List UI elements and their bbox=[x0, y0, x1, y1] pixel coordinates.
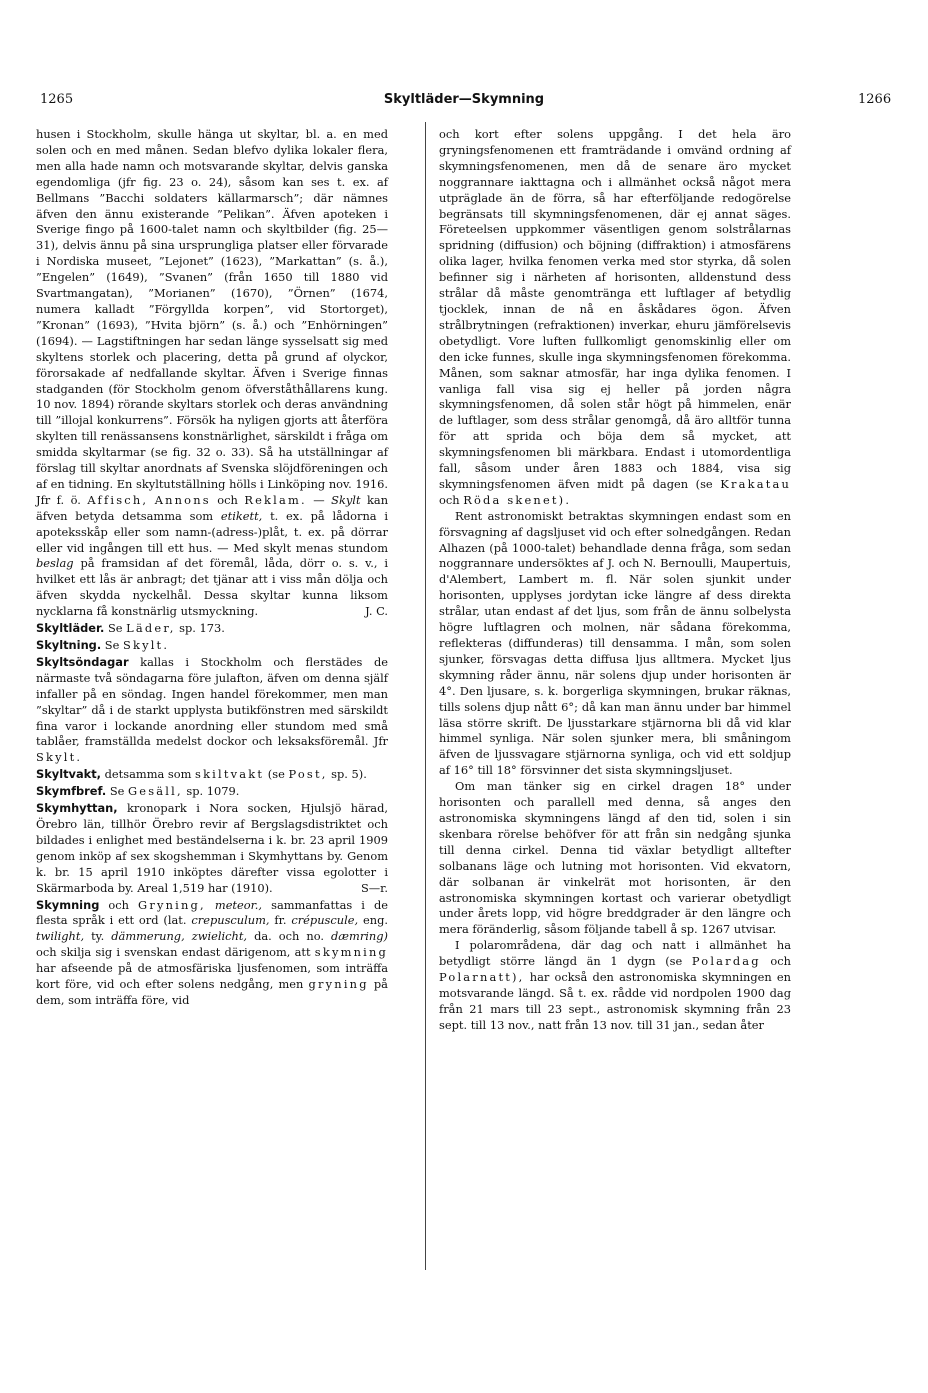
headword: Skyltläder. bbox=[36, 621, 105, 636]
column-divider bbox=[425, 122, 426, 1270]
cross-reference: Polardag bbox=[691, 954, 761, 969]
right-column bbox=[439, 127, 791, 1034]
entry-skyltvakt: Skyltvakt, detsamma som skiltvakt (se Post, sp. 5). bbox=[36, 767, 367, 782]
skylt-continuation: husen i Stockholm, skulle hänga ut skyltar, bl. a. en med solen och en med månen. Sedan blefvo dylika lokaler flera, men alla hade namn och motsvarande skyltar, delvis ganska egendomliga (jfr fig. 23 o. 24), såsom kan ses t. ex. af Bellmans ”Bacchi soldaters källarmarsch”; där nämnes äfven den ännu existerande ”Pelikan”. Äfven apoteken i Sverige fingo på 1600-talet namn och skyltbilder (fig. 25—31), delvis ännu på sina ursprungliga platser eller förvarade i Nordiska museet, ”Lejonet” (1623), ”Markattan” (s. å.), ”Engelen” (1649), ”Svanen” (från 1650 till 1880 vid Svartmangatan), ”Morianen” (1670), ”Örnen” (1674, numera kalladt ”Förgyllda korpen”, vid Stortorget), ”Kronan” (1693), ”Hvita björn” (s. å.) och ”Enhörningen” (1694). — Lagstiftningen har sedan länge sysselsatt sig med skyltens storlek och placering, detta på grund af olyckor, förorsakade af nedfallande skyltar. Äfven i Sverige finnas stadganden (för Stockholm genom öfverståthållarens kung. 10 nov. 1894) rörande skyltars storlek och deras användning till ”illojal konkurrens”. Försök ha nyligen gjorts att återföra skylten till renässansens konstnärlighet, särskildt i fråga om smidda skyltarmar (se fig. 32 o. 33). Så ha utställningar af förslag till skyltar anordnats af Svenska slöjdföreningen och af en tidning. En skyltutställning hölls i Linköping nov. 1916. Jfr f. ö. Affisch, Annons och Reklam. — Skylt kan äfven betyda detsamma som etikett, t. ex. på lådorna i apoteksskåp eller som namn-(adress-)plåt, t. ex. på dörrar eller vid ingången till ett hus. — Med skylt menas stundom beslag på framsidan af det föremål, låda, dörr o. s. v., i hvilket ett lås är anbragt; det tjänar att i viss mån dölja och äfven skydda nyckelhål. Dessa skyltar kunna liksom nycklarna få konstnärlig utsmyckning. J. C. bbox=[36, 127, 389, 619]
cross-reference: Gryning, bbox=[138, 897, 206, 912]
author-signature: J. C. bbox=[365, 604, 388, 619]
cross-reference: Annons bbox=[154, 492, 211, 507]
headword: Skyltvakt, bbox=[36, 767, 102, 782]
cross-reference: Polarnatt), bbox=[439, 970, 525, 985]
skymning-continuation: och kort efter solens uppgång. I det hela äro gryningsfenomenen ett framträdande i omvänd ordning af skymningsfenomenen, men då de senare äro mycket noggrannare iakttagna och i allmänhet också något mera utpräglade än de förra, så har efterföljande redogörelse begränsats till skymningsfenomenen, där ej annat säges. Företeelsen uppkommer väsentligen genom solstrålarnas spridning (diffusion) och böjning (diffraktion) i atmosfärens olika lager, hvilka fenomen verka med stor styrka, då solen befinner sig i närheten af horisonten, alldenstund dess strålar då måste genomtränga ett luftlager af betydlig tjocklek, innan de nå en åskådares ögon. Äfven strålbrytningen (refraktionen) inverkar, ehuru jämförelsevis obetydligt. Vore luften fullkomligt genomskinlig eller om den icke funnes, skulle inga skymningsfenomen förekomma. Månen, som saknar atmosfär, har inga dylika fenomen. I vanliga fall visa sig ej heller på jorden några skymningsfenomen, då solen står högt på himmelen, enär de luftlager, som dess strålar genomgå, då äro alltför tunna för att sprida och böja dem så mycket, att skymningsfenomen bli märkbara. Endast i utomordentliga fall, såsom under åren 1883 och 1884, visa sig skymningsfenomen äfven midt på dagen (se Krakatau och Röda skenet). bbox=[439, 127, 792, 507]
paragraph: Om man tänker sig en cirkel dragen 18° under horisonten och parallell med denna, så anges den astronomiska skymningens längd af den tid, solen i sin skenbara rörelse behöfver för att från sin nedgång sjunka till denna cirkel. Denna tid växlar betydligt alltefter solbanans läge och lutning mot horisonten. Vid ekvatorn, där solbanan är vinkelrät mot horisonten, är den astronomiska skymningen kortast och varierar obetydligt under årets lopp, vid högre breddgrader är den längre och mera föränderlig, såsom följande tabell å sp. 1267 utvisar. bbox=[439, 779, 791, 937]
headword: Skymning bbox=[36, 897, 100, 912]
page-header bbox=[0, 92, 928, 114]
author-signature: S—r. bbox=[360, 880, 388, 895]
paragraph: Rent astronomiskt betraktas skymningen endast som en försvagning af dagsljuset vid och efter solnedgången. Redan Alhazen (på 1000-talet) behandlade denna fråga, som sedan noggrannare undersöktes af J. och N. Bernoulli, Maupertuis, d'Alembert, Lambert m. fl. När solen sjunkit under horisonten, upplyses jordytan icke längre af dess direkta strålar, utan endast af det ljus, som från de ännu solbelysta högre luftlagren och molnen, när sådana förekomma, reflekteras (diffunderas) till densamma. I mån, som solen sjunker, försvagas detta diffusa ljus alltmera. Mycket ljus skymning råder ännu, när solens djup under horisonten är 4°. Den ljusare, s. k. borgerliga skymningen, brukar räknas, tills solens djup nått 6°; då kan man ännu under bar himmel läsa större skrift. De ljusstarkare stjärnorna bli då vid klar himmel synliga. När solen sjunker mera, bli småningom äfven de ljussvagare stjärnorna synliga, och vid ett soldjup af 16° till 18° försvinner det sista skymningsljuset. bbox=[439, 508, 791, 778]
entry-skyltning: Skyltning. Se Skylt. bbox=[36, 638, 170, 652]
cross-reference: Skylt. bbox=[122, 638, 170, 652]
headword: Skymhyttan, bbox=[36, 801, 118, 816]
entry-skymning: Skymning och Gryning, meteor., sammanfattas i de flesta språk i ett ord (lat. crepusculum, fr. crépuscule, eng. twilight, ty. dämmerung, zwielicht, da. och no. dæmring) och skilja sig i svenskan endast därigenom, att skymning har afseende på de atmosfäriska ljusfenomen, som inträffa kort före, vid och efter solens nedgång, men gryning på dem, som inträffa före, vid bbox=[36, 897, 389, 1007]
page-number-left: 1265 bbox=[40, 92, 74, 107]
cross-reference: Läder, bbox=[126, 621, 176, 636]
paragraph: I polarområdena, där dag och natt i allmänhet ha betydligt större längd än 1 dygn (se Polardag och Polarnatt), har också den astronomiska skymningen en motsvarande längd. Så t. ex. rådde vid nordpolen 1900 dag från 21 mars till 23 sept., astronomisk skymning från 23 sept. till 13 nov., natt från 13 nov. till 31 jan., sedan åter bbox=[439, 938, 792, 1032]
headword: Skyltsöndagar bbox=[36, 654, 129, 669]
entry-skyltlader: Skyltläder. Se Läder, sp. 173. bbox=[36, 621, 225, 636]
cross-reference: Affisch, bbox=[87, 492, 149, 507]
cross-reference: Gesäll, bbox=[127, 784, 183, 799]
headword: Skyltning. bbox=[36, 638, 102, 652]
cross-reference: Krakatau bbox=[720, 476, 792, 491]
cross-reference: Röda skenet). bbox=[463, 492, 572, 507]
headword: Skymfbref. bbox=[36, 784, 107, 799]
cross-reference: skiltvakt bbox=[195, 767, 265, 782]
cross-reference: Reklam. bbox=[244, 492, 307, 507]
cross-reference: Post, bbox=[288, 767, 328, 782]
entry-skyltsondagar: Skyltsöndagar kallas i Stockholm och flerstädes de närmaste två söndagarna före julafton, äfven om denna själf infaller på en söndag. Ingen handel förekommer, men man ”skyltar” då i de starkt upplysta butikfönstren med särskildt fina varor i lockande anordning eller stundom med små tablåer, framställda medelst dockor och leksaksföremål. Jfr Skylt. bbox=[36, 654, 388, 765]
entry-skymhyttan: Skymhyttan, kronopark i Nora socken, Hjulsjö härad, Örebro län, tillhör Örebro revir af Bergslagsdistriktet och bildades i enlighet med beständelserna i k. br. 23 april 1909 genom inköp af sex skogshemman i Skymhyttans by. Genom k. br. 15 april 1910 inköptes därefter vissa egolotter i Skärmarboda by. Areal 1,519 har (1910). S—r. bbox=[36, 801, 388, 895]
cross-reference: Skylt. bbox=[36, 750, 83, 765]
entry-skymfbref: Skymfbref. Se Gesäll, sp. 1079. bbox=[36, 784, 240, 799]
page-number-right: 1266 bbox=[858, 92, 892, 107]
left-column bbox=[36, 127, 388, 1009]
running-title: Skyltläder—Skymning bbox=[383, 92, 545, 107]
